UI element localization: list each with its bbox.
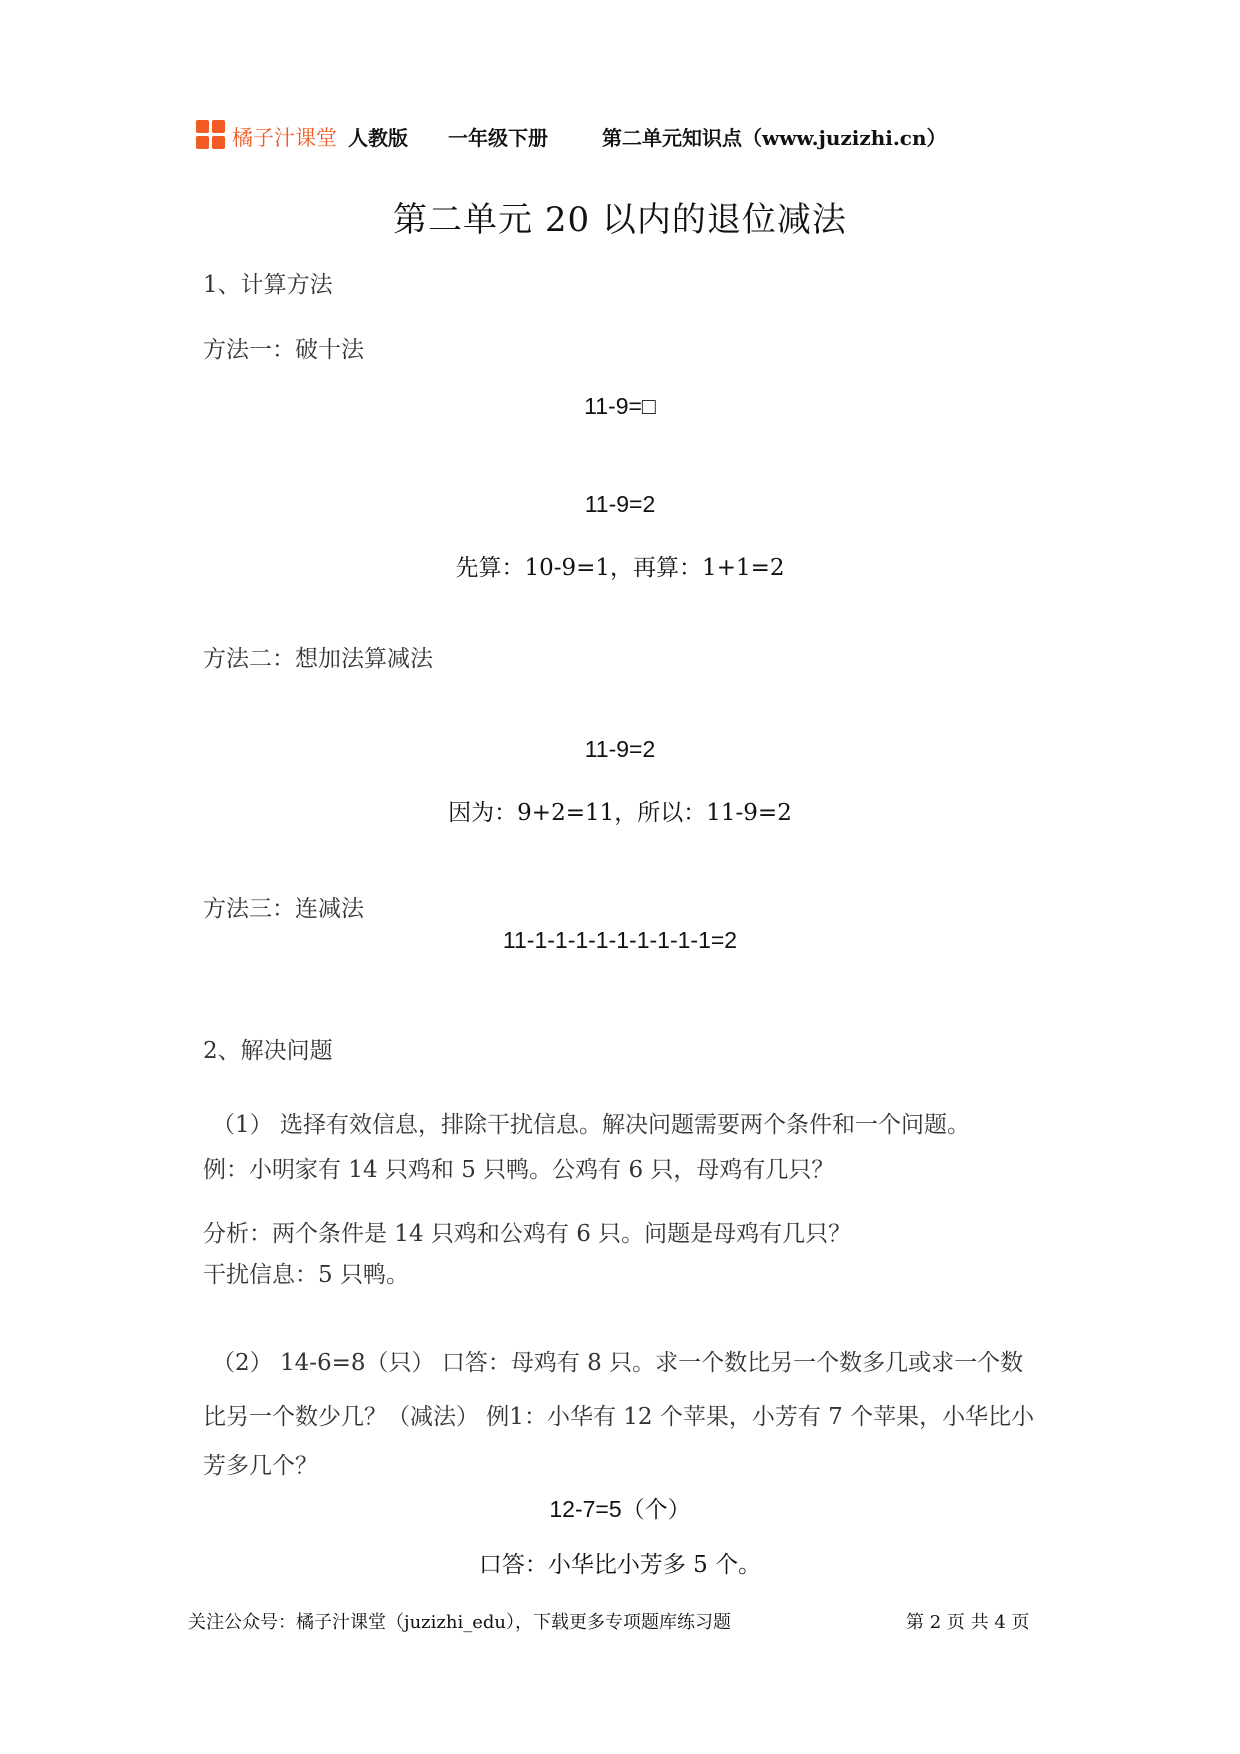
topic-label: 第二单元知识点（www.juzizhi.cn） <box>602 126 947 150</box>
method2-answer: 11-9=2 <box>584 736 656 762</box>
edition-label: 人教版 <box>348 126 408 150</box>
page-number: 第 2 页 共 4 页 <box>906 1612 1030 1633</box>
grade-label: 一年级下册 <box>448 126 548 150</box>
problem1-example: 例：小明家有 14 只鸡和 5 只鸭。公鸡有 6 只，母鸡有几只？ <box>203 1157 835 1183</box>
method1-label: 方法一：破十法 <box>203 337 364 363</box>
problem1-analysis: 分析：两个条件是 14 只鸡和公鸡有 6 只。问题是母鸡有几只？ <box>203 1221 852 1247</box>
method3-answer: 11-1-1-1-1-1-1-1-1-1=2 <box>502 927 738 953</box>
method1-explain: 先算：10-9=1，再算：1+1=2 <box>455 555 785 581</box>
problem1-statement: （1） 选择有效信息，排除干扰信息。解决问题需要两个条件和一个问题。 <box>212 1112 970 1138</box>
section2-heading: 2、解决问题 <box>203 1038 333 1064</box>
brand-name: 橘子汁课堂 <box>232 126 337 150</box>
logo-icon <box>196 120 226 150</box>
method2-explain: 因为：9+2=11，所以：11-9=2 <box>448 800 792 826</box>
page-title: 第二单元 20 以内的退位减法 <box>393 200 847 240</box>
method3-label: 方法三：连减法 <box>203 896 364 922</box>
problem2-answer: 口答：小华比小芳多 5 个。 <box>478 1552 762 1578</box>
problem2-line2: 比另一个数少几？（减法） 例1：小华有 12 个苹果，小芳有 7 个苹果，小华比小 <box>203 1404 1035 1430</box>
footer-note: 关注公众号：橘子汁课堂（juzizhi_edu），下载更多专项题库练习题 <box>188 1612 732 1633</box>
problem2-line3: 芳多几个？ <box>203 1453 318 1479</box>
section1-heading: 1、计算方法 <box>203 272 333 298</box>
method1-question: 11-9=□ <box>584 393 656 419</box>
problem1-distractor: 干扰信息：5 只鸭。 <box>203 1262 409 1288</box>
method2-label: 方法二：想加法算减法 <box>203 646 433 672</box>
problem2-equation: 12-7=5（个） <box>549 1496 691 1522</box>
method1-answer: 11-9=2 <box>584 491 656 517</box>
problem2-line1: （2） 14-6=8（只） 口答：母鸡有 8 只。求一个数比另一个数多几或求一个数 <box>212 1350 1024 1376</box>
